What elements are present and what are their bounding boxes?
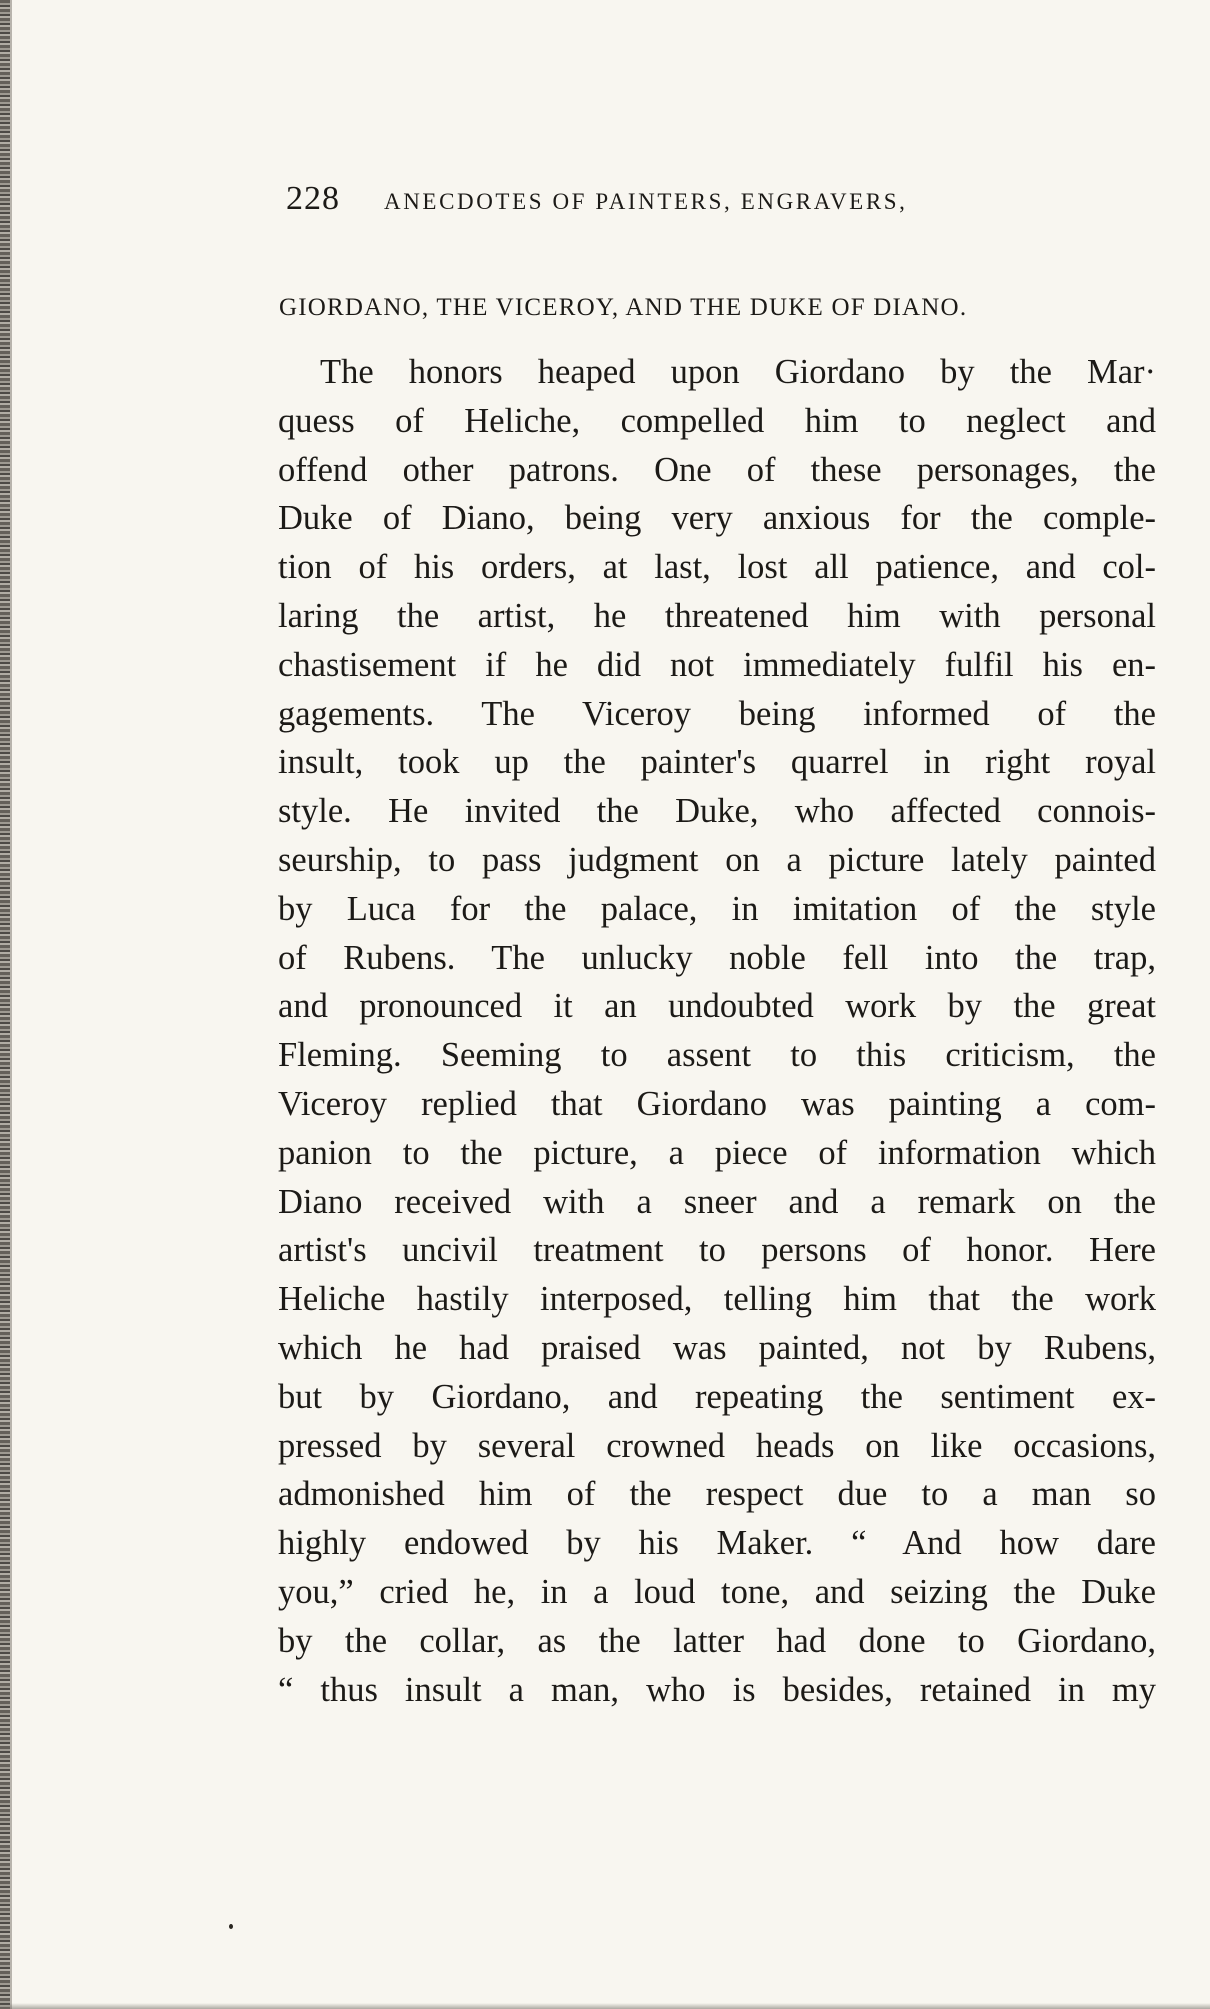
page-bottom-edge	[0, 2003, 1210, 2009]
text-line: style. He invited the Duke, who affected connois-	[278, 792, 1156, 831]
text-line: which he had praised was painted, not by Rubens,	[278, 1328, 1156, 1367]
ink-speck	[229, 1924, 233, 1929]
text-line: by Luca for the palace, in imitation of the style	[278, 889, 1156, 928]
text-line: insult, took up the painter's quarrel in right royal	[278, 743, 1156, 782]
text-line: artist's uncivil treatment to persons of honor. Here	[278, 1231, 1156, 1270]
text-line: quess of Heliche, compelled him to neglect and	[278, 401, 1156, 440]
text-line: offend other patrons. One of these personages, the	[278, 450, 1156, 489]
section-heading: GIORDANO, THE VICEROY, AND THE DUKE OF DIANO.	[279, 294, 968, 321]
text-line: Diano received with a sneer and a remark on the	[278, 1182, 1156, 1221]
text-line: seurship, to pass judgment on a picture lately painted	[278, 840, 1156, 879]
page-binding-edge	[0, 0, 10, 2009]
text-line: by the collar, as the latter had done to Giordano,	[278, 1621, 1156, 1660]
text-line: chastisement if he did not immediately fulfil his en-	[278, 645, 1156, 684]
text-line: Heliche hastily interposed, telling him that the work	[278, 1280, 1156, 1319]
text-line: panion to the picture, a piece of information which	[278, 1133, 1156, 1172]
page-gutter-line	[10, 0, 12, 2009]
text-line: and pronounced it an undoubted work by the great	[278, 987, 1156, 1026]
text-line: Fleming. Seeming to assent to this criticism, the	[278, 1036, 1156, 1075]
text-line: laring the artist, he threatened him with personal	[278, 596, 1156, 635]
text-line: The honors heaped upon Giordano by the Mar·	[320, 353, 1156, 391]
text-line: but by Giordano, and repeating the sentiment ex-	[278, 1377, 1156, 1416]
text-line: “ thus insult a man, who is besides, retained in my	[278, 1670, 1156, 1709]
text-line: highly endowed by his Maker. “ And how dare	[278, 1524, 1156, 1563]
running-title: ANECDOTES OF PAINTERS, ENGRAVERS,	[384, 189, 908, 214]
text-line: pressed by several crowned heads on like occasions,	[278, 1426, 1156, 1465]
body-text	[278, 348, 1156, 1714]
text-line: admonished him of the respect due to a man so	[278, 1475, 1156, 1514]
page-number: 228	[286, 180, 340, 217]
text-line: of Rubens. The unlucky noble fell into the trap,	[278, 938, 1156, 977]
text-line: tion of his orders, at last, lost all patience, and col-	[278, 548, 1156, 587]
text-line: you,” cried he, in a loud tone, and seizing the Duke	[278, 1572, 1156, 1611]
running-head	[286, 180, 1046, 220]
text-line: gagements. The Viceroy being informed of the	[278, 694, 1156, 733]
text-line: Viceroy replied that Giordano was painting a com-	[278, 1084, 1156, 1123]
text-line: Duke of Diano, being very anxious for the comple-	[278, 499, 1156, 538]
